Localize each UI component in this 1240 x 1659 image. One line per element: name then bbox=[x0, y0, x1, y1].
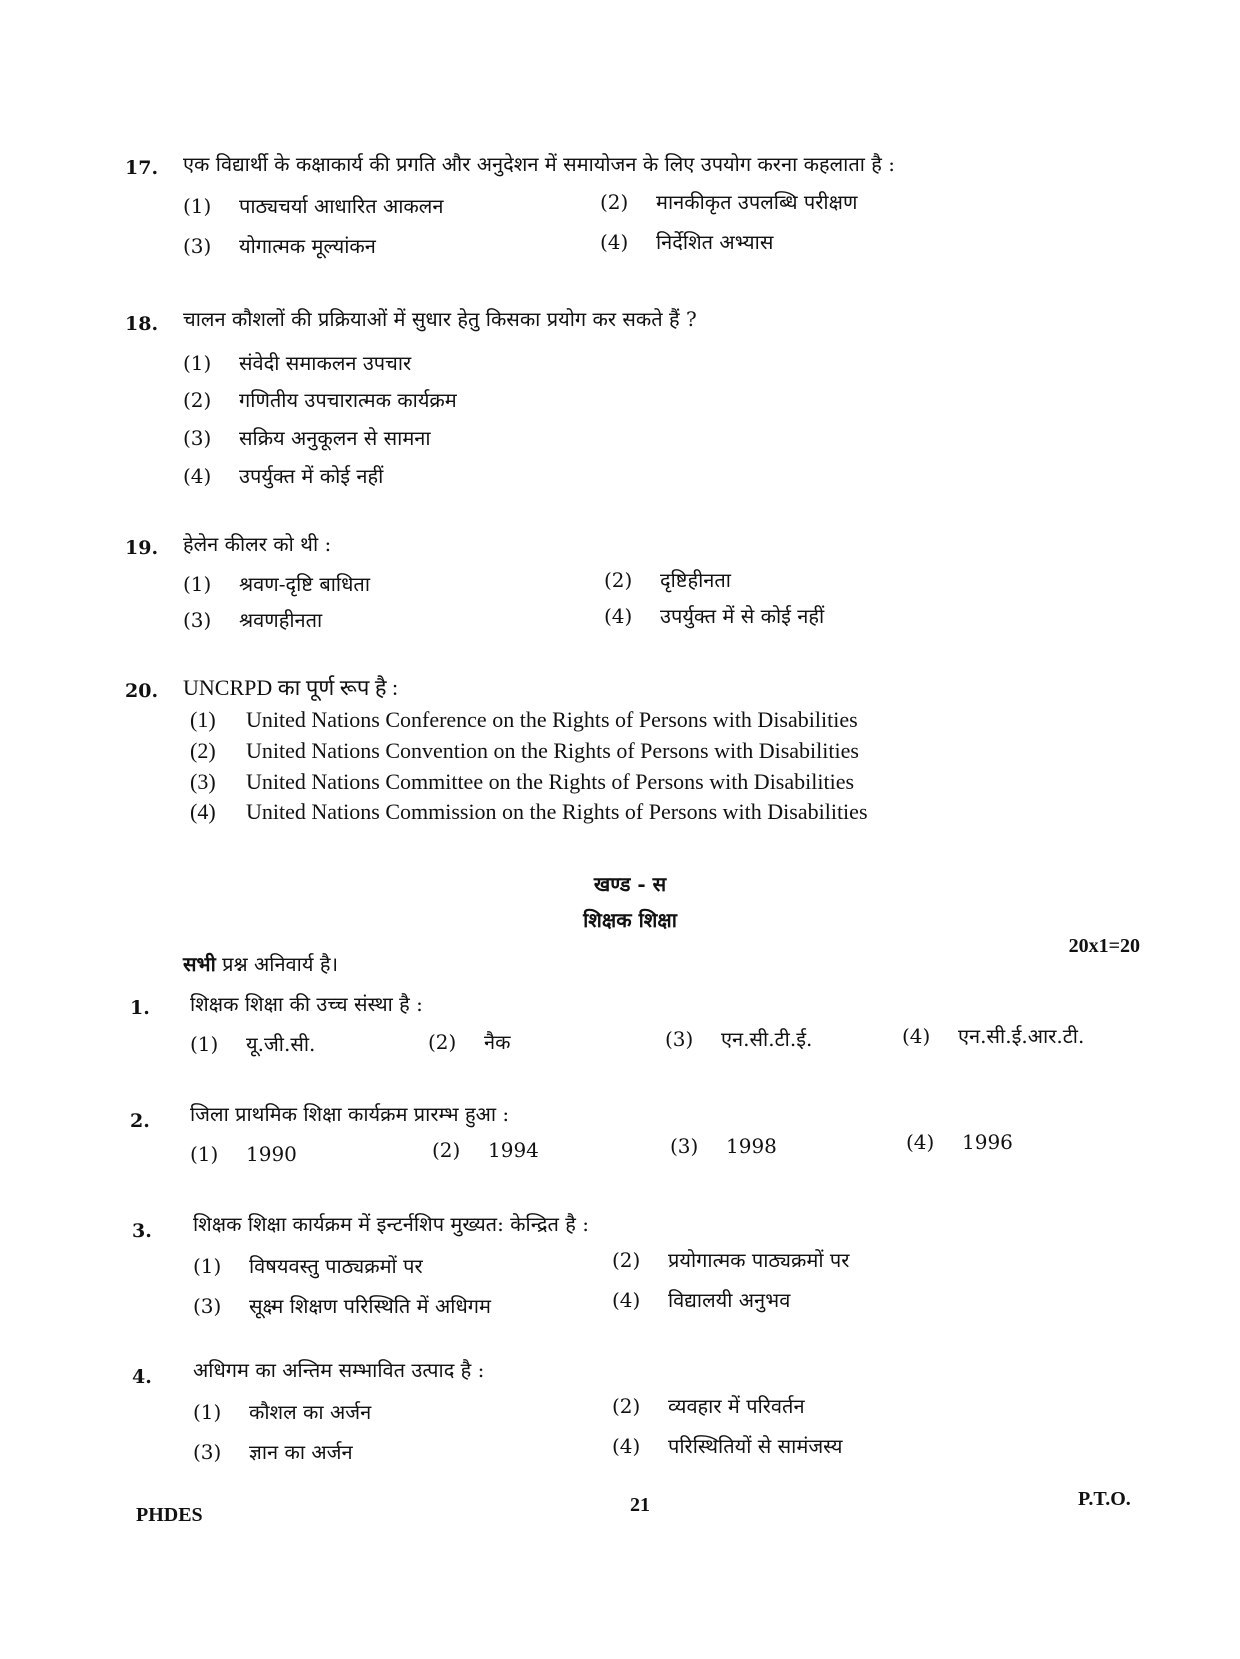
option-3: (3) सूक्ष्म शिक्षण परिस्थिति में अधिगम bbox=[193, 1294, 491, 1318]
option-1: (1) 1990 bbox=[190, 1142, 297, 1166]
option-4: (4) United Nations Commission on the Rights of Persons with Disabilities bbox=[190, 799, 868, 824]
option-2: (2) प्रयोगात्मक पाठ्यक्रमों पर bbox=[612, 1248, 850, 1272]
option-2: (2) गणितीय उपचारात्मक कार्यक्रम bbox=[183, 388, 457, 412]
option-4: (4) विद्यालयी अनुभव bbox=[612, 1288, 791, 1312]
paper-code: PHDES bbox=[136, 1504, 203, 1526]
question-number: 18. bbox=[125, 313, 159, 335]
option-1: (1) कौशल का अर्जन bbox=[193, 1400, 372, 1424]
option-3: (3) ज्ञान का अर्जन bbox=[193, 1440, 353, 1464]
option-3: (3) एन.सी.टी.ई. bbox=[665, 1027, 813, 1051]
option-3: (3) सक्रिय अनुकूलन से सामना bbox=[183, 426, 431, 450]
option-2: (2) दृष्टिहीनता bbox=[604, 568, 731, 592]
option-1: (1) विषयवस्तु पाठ्यक्रमों पर bbox=[193, 1254, 423, 1278]
option-2: (2) मानकीकृत उपलब्धि परीक्षण bbox=[600, 190, 858, 214]
option-2: (2) व्यवहार में परिवर्तन bbox=[612, 1394, 805, 1418]
page-number: 21 bbox=[630, 1494, 650, 1516]
option-4: (4) एन.सी.ई.आर.टी. bbox=[902, 1024, 1085, 1048]
question-text: एक विद्यार्थी के कक्षाकार्य की प्रगति और अनुदेशन में समायोजन के लिए उपयोग करना कहलाता है : bbox=[183, 152, 895, 176]
option-3: (3) योगात्मक मूल्यांकन bbox=[183, 234, 376, 258]
option-3: (3) 1998 bbox=[670, 1134, 777, 1158]
option-4: (4) उपर्युक्त में से कोई नहीं bbox=[604, 604, 825, 628]
question-number: 17. bbox=[125, 157, 159, 179]
question-number: 20. bbox=[125, 680, 159, 702]
instruction: सभी प्रश्न अनिवार्य है। bbox=[183, 952, 339, 976]
question-text: शिक्षक शिक्षा कार्यक्रम में इन्टर्नशिप मुख्यत: केन्द्रित है : bbox=[193, 1212, 589, 1236]
option-2: (2) नैक bbox=[428, 1030, 511, 1054]
question-number: 3. bbox=[132, 1220, 152, 1242]
question-text: चालन कौशलों की प्रक्रियाओं में सुधार हेतु किसका प्रयोग कर सकते हैं ? bbox=[183, 307, 697, 331]
option-1: (1) United Nations Conference on the Rights of Persons with Disabilities bbox=[190, 707, 858, 732]
question-text: शिक्षक शिक्षा की उच्च संस्था है : bbox=[190, 992, 423, 1016]
question-number: 2. bbox=[130, 1110, 150, 1132]
option-1: (1) पाठ्यचर्या आधारित आकलन bbox=[183, 194, 444, 218]
option-3: (3) United Nations Committee on the Rights of Persons with Disabilities bbox=[190, 769, 855, 794]
section-subheading: शिक्षक शिक्षा bbox=[583, 908, 677, 932]
question-number: 1. bbox=[130, 997, 150, 1019]
option-1: (1) यू.जी.सी. bbox=[190, 1032, 316, 1056]
option-4: (4) निर्देशित अभ्यास bbox=[600, 230, 774, 254]
option-4: (4) 1996 bbox=[906, 1130, 1013, 1154]
marks-label: 20x1=20 bbox=[1068, 935, 1140, 957]
option-4: (4) परिस्थितियों से सामंजस्य bbox=[612, 1434, 843, 1458]
option-1: (1) संवेदी समाकलन उपचार bbox=[183, 351, 412, 375]
question-text: UNCRPD का पूर्ण रूप है : bbox=[183, 675, 399, 700]
option-3: (3) श्रवणहीनता bbox=[183, 608, 323, 632]
option-4: (4) उपर्युक्त में कोई नहीं bbox=[183, 464, 384, 488]
question-text: अधिगम का अन्तिम सम्भावित उत्पाद है : bbox=[193, 1358, 485, 1382]
question-text: जिला प्राथमिक शिक्षा कार्यक्रम प्रारम्भ हुआ : bbox=[190, 1102, 510, 1126]
question-text: हेलेन कीलर को थी : bbox=[183, 532, 332, 556]
option-2: (2) 1994 bbox=[432, 1138, 539, 1162]
option-1: (1) श्रवण-दृष्टि बाधिता bbox=[183, 572, 370, 596]
option-2: (2) United Nations Convention on the Rights of Persons with Disabilities bbox=[190, 738, 859, 763]
pto-label: P.T.O. bbox=[1078, 1488, 1131, 1510]
question-number: 19. bbox=[125, 537, 159, 559]
question-number: 4. bbox=[132, 1366, 152, 1388]
section-heading: खण्ड - स bbox=[593, 872, 667, 896]
